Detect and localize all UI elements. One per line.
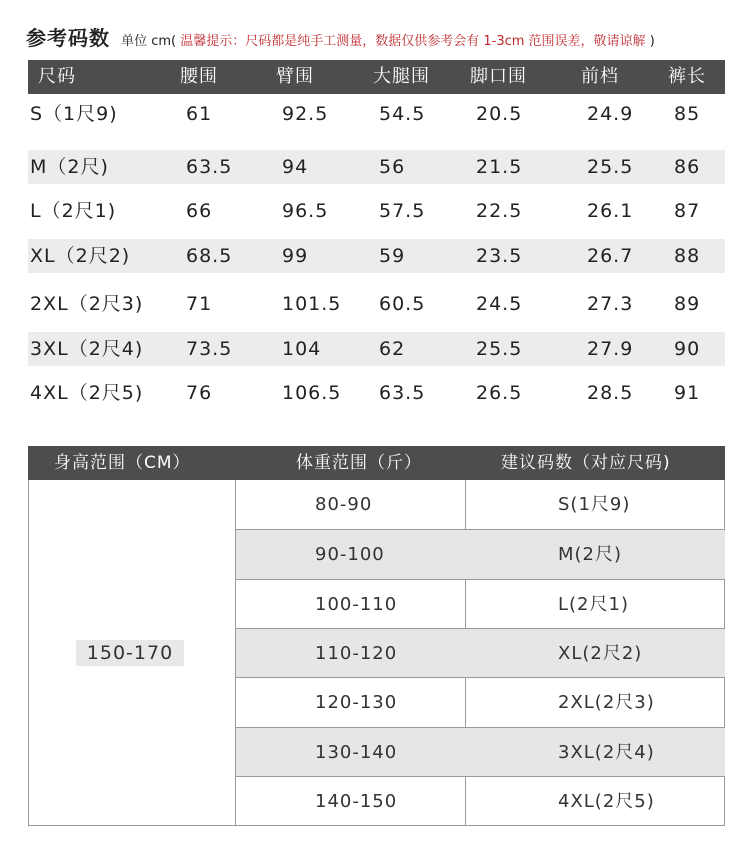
recommended-size-cell: S(1尺9) xyxy=(558,494,631,515)
size-cell: 57.5 xyxy=(379,200,426,222)
size-cell: 60.5 xyxy=(379,293,426,315)
size-cell: 89 xyxy=(674,293,701,315)
recommended-size-cell: 4XL(2尺5) xyxy=(558,790,655,812)
recommend-header-cell: 体重范围（斤） xyxy=(296,453,422,473)
recommend-row xyxy=(236,529,725,579)
size-cell: 96.5 xyxy=(282,200,329,222)
title-unit: 单位 cm( xyxy=(121,34,177,49)
size-cell: 66 xyxy=(186,200,213,222)
size-cell: 21.5 xyxy=(476,156,523,178)
size-cell: 85 xyxy=(674,103,701,125)
recommended-size-cell: M(2尺) xyxy=(558,544,623,566)
size-cell: 59 xyxy=(379,245,406,267)
size-cell: 54.5 xyxy=(379,103,426,125)
size-cell: 61 xyxy=(186,103,213,125)
size-cell: 26.5 xyxy=(476,382,523,404)
size-header-cell: 大腿围 xyxy=(373,66,430,87)
size-cell: 86 xyxy=(674,156,701,178)
weight-range-cell: 140-150 xyxy=(315,790,398,812)
height-range: 150-170 xyxy=(76,640,184,666)
recommend-header-cell: 身高范围（CM） xyxy=(54,453,191,473)
size-row xyxy=(28,376,725,410)
size-cell: 23.5 xyxy=(476,245,523,267)
size-cell: 92.5 xyxy=(282,103,329,125)
size-row xyxy=(28,239,725,273)
weight-range-cell: 110-120 xyxy=(315,642,398,664)
recommended-size-cell: 2XL(2尺3) xyxy=(558,692,655,714)
size-cell: 26.1 xyxy=(587,200,634,222)
recommend-row xyxy=(236,776,725,826)
size-cell: 101.5 xyxy=(282,293,342,315)
weight-range-cell: 100-110 xyxy=(315,593,398,615)
recommend-row xyxy=(236,677,725,727)
recommend-row xyxy=(236,628,725,678)
size-cell: 4XL（2尺5) xyxy=(30,382,144,404)
size-cell: 22.5 xyxy=(476,200,523,222)
recommend-table xyxy=(28,446,725,827)
size-cell: L（2尺1) xyxy=(30,200,117,222)
size-row xyxy=(28,97,725,131)
recommend-header-cell: 建议码数（对应尺码) xyxy=(501,453,671,473)
recommended-size-cell: XL(2尺2) xyxy=(558,642,643,664)
weight-range-cell: 80-90 xyxy=(315,494,373,515)
size-cell: 24.9 xyxy=(587,103,634,125)
size-cell: 88 xyxy=(674,245,701,267)
size-cell: 62 xyxy=(379,338,406,360)
size-row xyxy=(28,287,725,321)
recommend-row xyxy=(236,579,725,629)
size-row xyxy=(28,332,725,366)
page-title xyxy=(26,22,655,51)
size-cell: 106.5 xyxy=(282,382,342,404)
size-header-cell: 前档 xyxy=(581,66,619,87)
size-row xyxy=(28,194,725,228)
size-cell: 28.5 xyxy=(587,382,634,404)
size-header-cell: 臂围 xyxy=(276,66,314,87)
size-cell: 2XL（2尺3) xyxy=(30,293,144,315)
size-cell: 76 xyxy=(186,382,213,404)
size-cell: XL（2尺2) xyxy=(30,245,131,267)
size-cell: S（1尺9) xyxy=(30,103,118,125)
size-cell: 63.5 xyxy=(186,156,233,178)
size-cell: M（2尺) xyxy=(30,156,109,178)
weight-range-cell: 130-140 xyxy=(315,741,398,763)
size-cell: 25.5 xyxy=(476,338,523,360)
size-cell: 56 xyxy=(379,156,406,178)
size-header-cell: 脚口围 xyxy=(470,66,527,87)
size-header-cell: 裤长 xyxy=(668,66,706,87)
size-table xyxy=(28,60,725,404)
recommend-row xyxy=(236,727,725,777)
size-cell: 27.3 xyxy=(587,293,634,315)
size-cell: 26.7 xyxy=(587,245,634,267)
title-close: ) xyxy=(645,34,655,49)
recommend-table-header xyxy=(28,446,725,480)
size-header-cell: 尺码 xyxy=(38,66,76,87)
recommend-row xyxy=(236,480,725,529)
size-cell: 94 xyxy=(282,156,309,178)
size-cell: 63.5 xyxy=(379,382,426,404)
size-cell: 87 xyxy=(674,200,701,222)
title-note: 温馨提示：尺码都是纯手工测量，数据仅供参考会有 1-3cm 范围误差，敬请谅解 xyxy=(176,34,646,49)
size-cell: 71 xyxy=(186,293,213,315)
size-cell: 24.5 xyxy=(476,293,523,315)
size-cell: 73.5 xyxy=(186,338,233,360)
size-cell: 104 xyxy=(282,338,322,360)
size-cell: 68.5 xyxy=(186,245,233,267)
size-header-cell: 腰围 xyxy=(180,66,218,87)
size-table-header xyxy=(28,60,725,94)
weight-range-cell: 120-130 xyxy=(315,692,398,714)
size-cell: 20.5 xyxy=(476,103,523,125)
size-cell: 3XL（2尺4) xyxy=(30,338,144,360)
recommended-size-cell: L(2尺1) xyxy=(558,593,629,615)
size-cell: 90 xyxy=(674,338,701,360)
title-main: 参考码数 xyxy=(26,26,110,50)
weight-range-cell: 90-100 xyxy=(315,544,385,566)
size-cell: 25.5 xyxy=(587,156,634,178)
size-cell: 99 xyxy=(282,245,309,267)
size-cell: 91 xyxy=(674,382,701,404)
size-cell: 27.9 xyxy=(587,338,634,360)
recommended-size-cell: 3XL(2尺4) xyxy=(558,741,655,763)
size-row xyxy=(28,150,725,184)
